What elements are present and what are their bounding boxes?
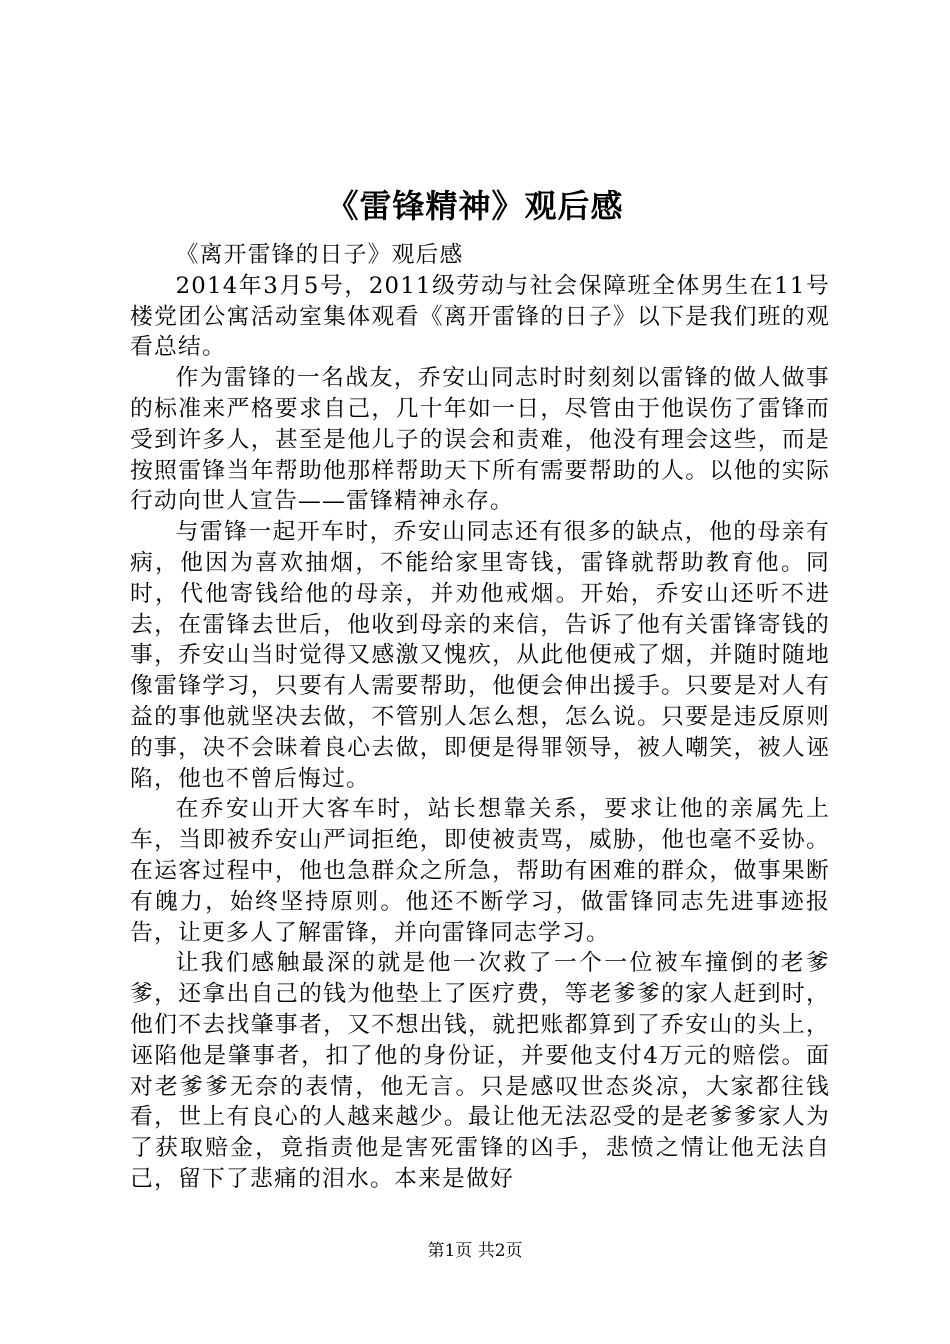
paragraph: 与雷锋一起开车时，乔安山同志还有很多的缺点，他的母亲有病，他因为喜欢抽烟，不能给家里寄钱，雷锋就帮助教育他。同时，代他寄钱给他的母亲，并劝他戒烟。开始，乔安山还听不进去，在雷锋去世后，他收到母亲的来信，告诉了他有关雷锋寄钱的事，乔安山当时觉得又感激又愧疚，从此他便戒了烟，并随时随地像雷锋学习，只要有人需要帮助，他便会伸出援手。只要是对人有益的事他就坚决去做，不管别人怎么想，怎么说。只要是违反原则的事，决不会昧着良心去做，即便是得罪领导，被人嘲笑，被人诬陷，他也不曾后悔过。 [130, 519, 830, 792]
document-title: 《雷锋精神》观后感 [326, 187, 624, 225]
paragraph: 2014年3月5号，2011级劳动与社会保障班全体男生在11号楼党团公寓活动室集体观看《离开雷锋的日子》以下是我们班的观看总结。 [130, 272, 830, 361]
document-subtitle: 《离开雷锋的日子》观后感 [175, 242, 464, 268]
page-number-footer: 第1页 共2页 [427, 1241, 523, 1261]
document-body [130, 240, 830, 1195]
paragraph: 在乔安山开大客车时，站长想靠关系，要求让他的亲属先上车，当即被乔安山严词拒绝，即使被责骂，威胁，他也毫不妥协。在运客过程中，他也急群众之所急，帮助有困难的群众，做事果断有魄力，始终坚持原则。他还不断学习，做雷锋同志先进事迹报告，让更多人了解雷锋，并向雷锋同志学习。 [130, 796, 830, 946]
paragraph: 让我们感触最深的就是他一次救了一个一位被车撞倒的老爹爹，还拿出自己的钱为他垫上了医疗费，等老爹爹的家人赶到时，他们不去找肇事者，又不想出钱，就把账都算到了乔安山的头上，诬陷他是肇事者，扣了他的身份证，并要他支付4万元的赔偿。面对老爹爹无奈的表情，他无言。只是感叹世态炎凉，大家都往钱看，世上有良心的人越来越少。最让他无法忍受的是老爹爹家人为了获取赔金，竟指责他是害死雷锋的凶手，悲愤之情让他无法自己，留下了悲痛的泪水。本来是做好 [130, 950, 830, 1192]
paragraph: 作为雷锋的一名战友，乔安山同志时时刻刻以雷锋的做人做事的标准来严格要求自己，几十年如一日，尽管由于他误伤了雷锋而受到许多人，甚至是他儿子的误会和责难，他没有理会这些，而是按照雷锋当年帮助他那样帮助天下所有需要帮助的人。以他的实际行动向世人宣告——雷锋精神永存。 [130, 365, 830, 515]
